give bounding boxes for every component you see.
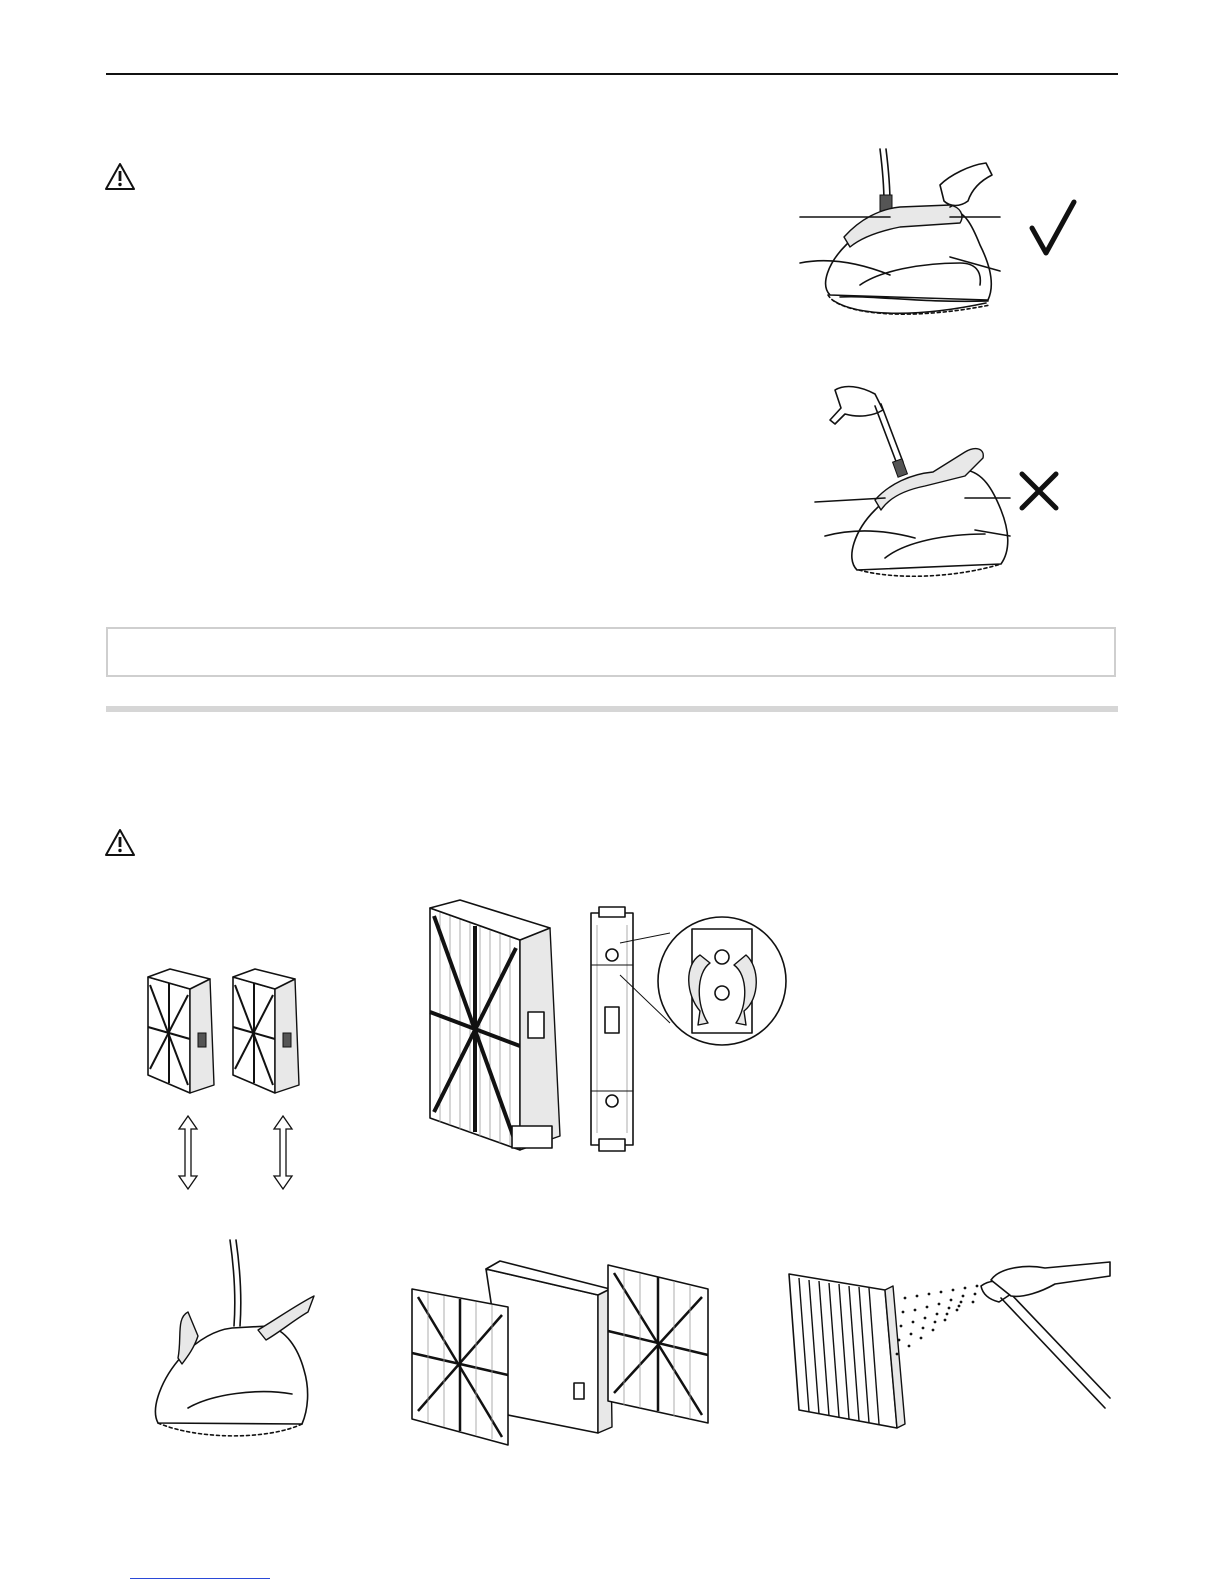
double-arrow-icon (178, 1115, 198, 1190)
top-rule (106, 73, 1118, 75)
filter-panels-exploded-illustration (408, 1255, 728, 1445)
callout-box (106, 627, 1116, 677)
filter-panel-left (412, 1289, 508, 1445)
warning-triangle-icon (104, 162, 136, 192)
latch-detail-zoom-illustration (600, 915, 790, 1050)
filter-panel-right (608, 1265, 708, 1423)
double-arrow-icon (273, 1115, 293, 1190)
section-divider (106, 706, 1118, 712)
robot-lifted-by-cable-illustration (815, 380, 1015, 590)
rinsing-filter-with-hose-illustration (785, 1258, 1110, 1433)
robot-open-lid-illustration (148, 1238, 318, 1443)
robot-carried-by-handle-illustration (800, 145, 1010, 325)
check-mark-icon (1028, 198, 1078, 258)
x-mark-icon (1018, 470, 1060, 512)
filter-cartridge-right (233, 969, 299, 1093)
filter-cartridge-left (148, 969, 214, 1093)
footer-link-underline[interactable] (130, 1578, 270, 1579)
large-filter-cartridge-illustration (420, 900, 570, 1155)
warning-triangle-icon (104, 828, 136, 858)
two-filter-cartridges-illustration (140, 965, 310, 1100)
